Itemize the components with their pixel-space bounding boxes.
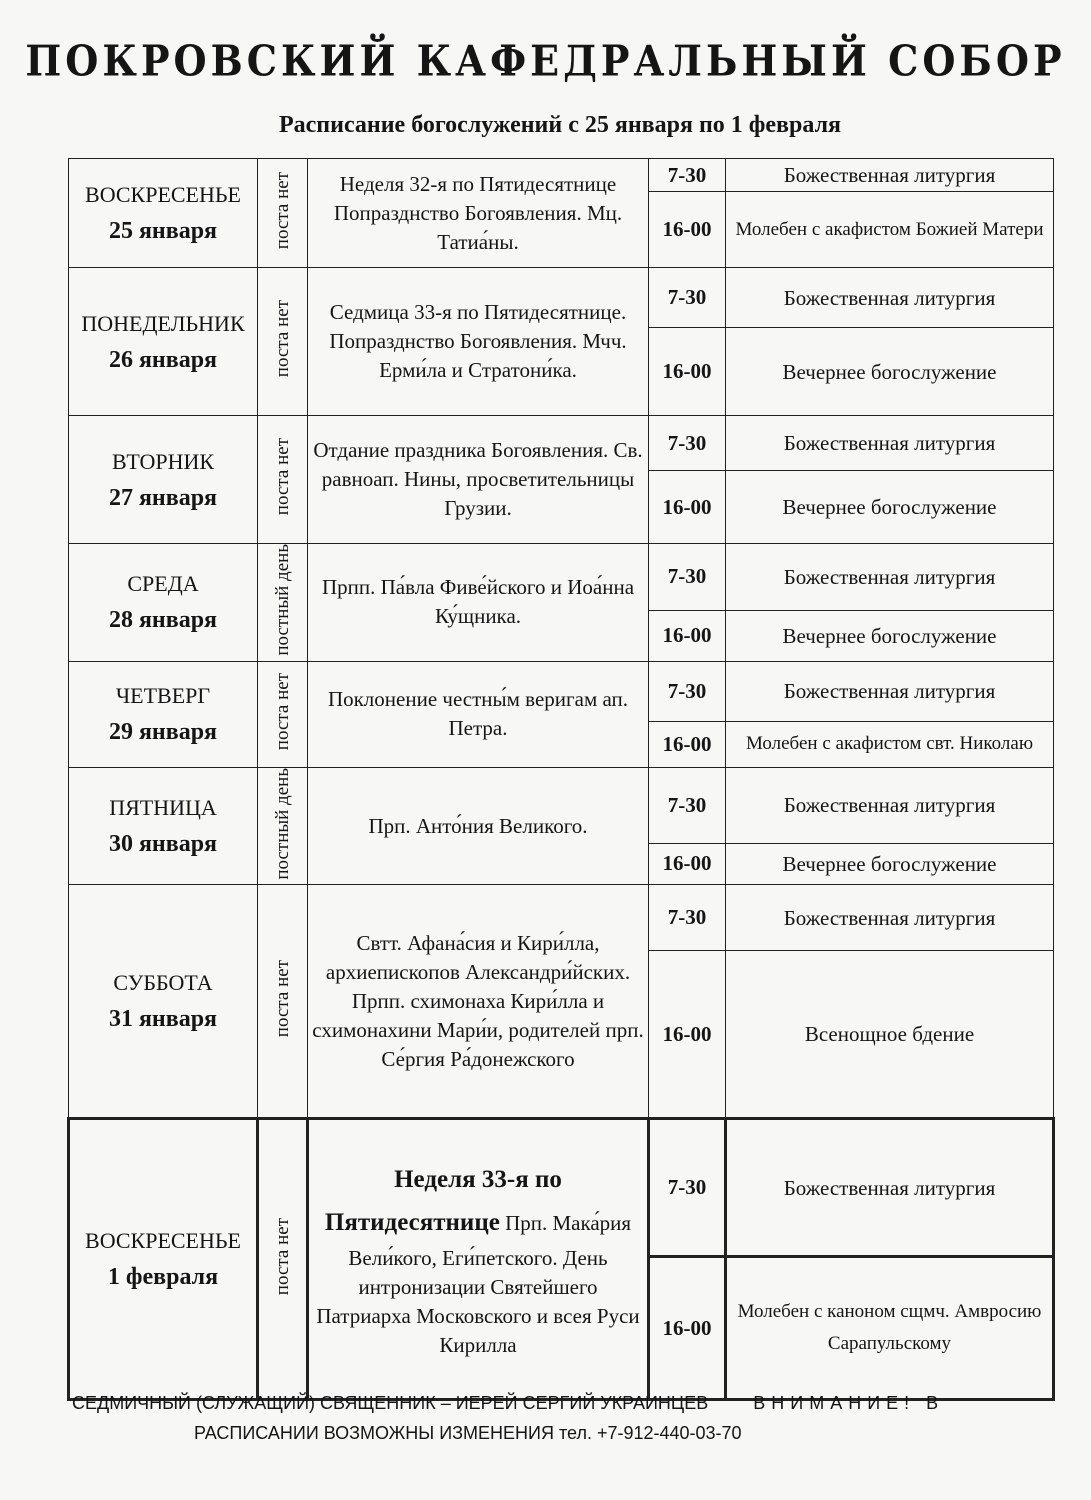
date: 29 января — [108, 719, 218, 746]
day-row — [69, 767, 1054, 843]
service-name: Божественная литургия — [726, 159, 1054, 192]
fast-status: постный день — [271, 767, 293, 880]
footer-changes: РАСПИСАНИИ ВОЗМОЖНЫ ИЗМЕНЕНИЯ — [194, 1423, 554, 1443]
service-time: 7-30 — [649, 661, 726, 721]
feast-cell — [308, 268, 649, 416]
service-name: Всенощное бдение — [726, 951, 1054, 1119]
footer-priest: СЕДМИЧНЫЙ (СЛУЖАЩИЙ) СВЯЩЕННИК – ИЕРЕЙ СЕРГИЙ УКРАИНЦЕВ — [72, 1393, 709, 1413]
service-time: 7-30 — [649, 1119, 726, 1257]
fast-status: поста нет — [271, 1218, 293, 1296]
service-time: 7-30 — [649, 767, 726, 843]
footer-phone: тел. +7-912-440-03-70 — [558, 1423, 742, 1443]
service-time: 16-00 — [649, 328, 726, 416]
weekday: ЧЕТВЕРГ — [115, 683, 211, 709]
day-cell — [69, 159, 258, 268]
date: 1 февраля — [107, 1264, 219, 1291]
page-title: ПОКРОВСКИЙ КАФЕДРАЛЬНЫЙ СОБОР — [25, 35, 1066, 86]
fast-cell — [258, 885, 308, 1119]
weekday: ВОСКРЕСЕНЬЕ — [85, 1228, 241, 1254]
day-row — [69, 661, 1054, 721]
service-time: 16-00 — [649, 610, 726, 661]
service-name: Божественная литургия — [726, 268, 1054, 328]
day-cell — [69, 268, 258, 416]
service-time: 7-30 — [649, 885, 726, 951]
weekday: ВТОРНИК — [111, 448, 215, 474]
date: 25 января — [108, 218, 218, 244]
date: 27 января — [108, 484, 218, 511]
service-time: 7-30 — [649, 416, 726, 471]
fast-cell — [258, 544, 308, 662]
service-time: 16-00 — [649, 721, 726, 767]
fast-status: поста нет — [271, 300, 293, 378]
weekday: СУББОТА — [113, 970, 213, 996]
service-name: Молебен с акафистом свт. Николаю — [726, 721, 1054, 767]
feast-title: Неделя 33-я по Пятидесятнице — [324, 1166, 562, 1237]
fast-status: поста нет — [271, 673, 293, 751]
day-cell — [69, 885, 258, 1119]
fast-cell — [258, 767, 308, 885]
date: 30 января — [108, 831, 218, 857]
weekday: ПЯТНИЦА — [109, 795, 217, 820]
date: 28 января — [108, 607, 218, 634]
service-name: Божественная литургия — [726, 767, 1054, 843]
service-name: Вечернее богослужение — [726, 328, 1054, 416]
service-name: Божественная литургия — [726, 544, 1054, 611]
fast-cell — [258, 661, 308, 767]
feast-text: Поклонение честны́м веригам ап. Петра. — [327, 687, 629, 741]
fast-cell — [258, 1119, 308, 1400]
feast-cell — [308, 661, 649, 767]
day-cell — [69, 1119, 258, 1400]
service-time: 16-00 — [649, 471, 726, 544]
weekday: СРЕДА — [127, 571, 199, 597]
feast-cell — [308, 767, 649, 885]
feast-cell — [308, 416, 649, 544]
service-name: Молебен с каноном сщмч. Амвросию Сарапульскому — [726, 1257, 1054, 1400]
feast-text: Неделя 32-я по Пятидесятнице Попразднство Богоявления. Мц. Татиа́ны. — [333, 171, 623, 254]
feast-text: Отдание праздника Богоявления. Св. равноап. Нины, просветительницы Грузии. — [313, 438, 643, 520]
day-cell — [69, 544, 258, 662]
fast-status: поста нет — [271, 438, 293, 516]
service-time: 7-30 — [649, 268, 726, 328]
service-time: 16-00 — [649, 843, 726, 885]
day-row — [69, 416, 1054, 471]
service-name: Вечернее богослужение — [726, 843, 1054, 885]
fast-status: поста нет — [271, 960, 293, 1038]
service-time: 7-30 — [649, 544, 726, 611]
weekday: ВОСКРЕСЕНЬЕ — [85, 182, 241, 207]
service-name: Вечернее богослужение — [726, 471, 1054, 544]
day-row — [69, 159, 1054, 192]
service-name: Вечернее богослужение — [726, 610, 1054, 661]
fast-cell — [258, 416, 308, 544]
feast-text: Прп. Анто́ния Великого. — [368, 813, 588, 838]
feast-cell — [308, 159, 649, 268]
day-cell — [69, 661, 258, 767]
footer-attention: ВНИМАНИЕ! В — [753, 1393, 945, 1413]
service-name: Молебен с акафистом Божией Матери — [726, 192, 1054, 268]
service-time: 16-00 — [649, 951, 726, 1119]
fast-status: поста нет — [271, 171, 293, 250]
day-cell — [69, 767, 258, 885]
day-row — [69, 544, 1054, 611]
feast-text: Седмица 33-я по Пятидесятнице. Попразднство Богоявления. Мчч. Ерми́ла и Стратони́ка. — [329, 300, 627, 382]
service-time: 16-00 — [649, 192, 726, 268]
service-name: Божественная литургия — [726, 885, 1054, 951]
fast-status: постный день — [271, 544, 293, 656]
day-row — [69, 268, 1054, 328]
day-cell — [69, 416, 258, 544]
feast-text: Прпп. Па́вла Фиве́йского и Иоа́нна Ку́щника. — [321, 575, 635, 629]
service-name: Божественная литургия — [726, 661, 1054, 721]
schedule-subtitle: Расписание богослужений с 25 января по 1 февраля — [278, 112, 842, 138]
feast-text: Прп. Мака́рия Вели́кого, Еги́петского. День интронизации Святейшего Патриарха Московского и всея Руси Кирилла — [316, 1211, 640, 1358]
fast-cell — [258, 268, 308, 416]
feast-cell — [308, 544, 649, 662]
footer — [72, 1388, 1072, 1448]
service-time: 7-30 — [649, 159, 726, 192]
service-name: Божественная литургия — [726, 416, 1054, 471]
date: 31 января — [108, 1006, 218, 1033]
service-time: 16-00 — [649, 1257, 726, 1400]
day-row — [69, 1119, 1054, 1257]
schedule-table — [67, 158, 1055, 1401]
service-name: Божественная литургия — [726, 1119, 1054, 1257]
weekday: ПОНЕДЕЛЬНИК — [81, 310, 245, 336]
feast-text: Свтт. Афана́сия и Кири́лла, архиепископов Александри́йских. Прпп. схимонаха Кири́лла и схимонахини Мари́и, родителей прп. Се́ргия Ра́донежского — [312, 930, 644, 1071]
fast-cell — [258, 159, 308, 268]
feast-cell — [308, 1119, 649, 1400]
feast-cell — [308, 885, 649, 1119]
day-row — [69, 885, 1054, 951]
date: 26 января — [108, 346, 218, 373]
